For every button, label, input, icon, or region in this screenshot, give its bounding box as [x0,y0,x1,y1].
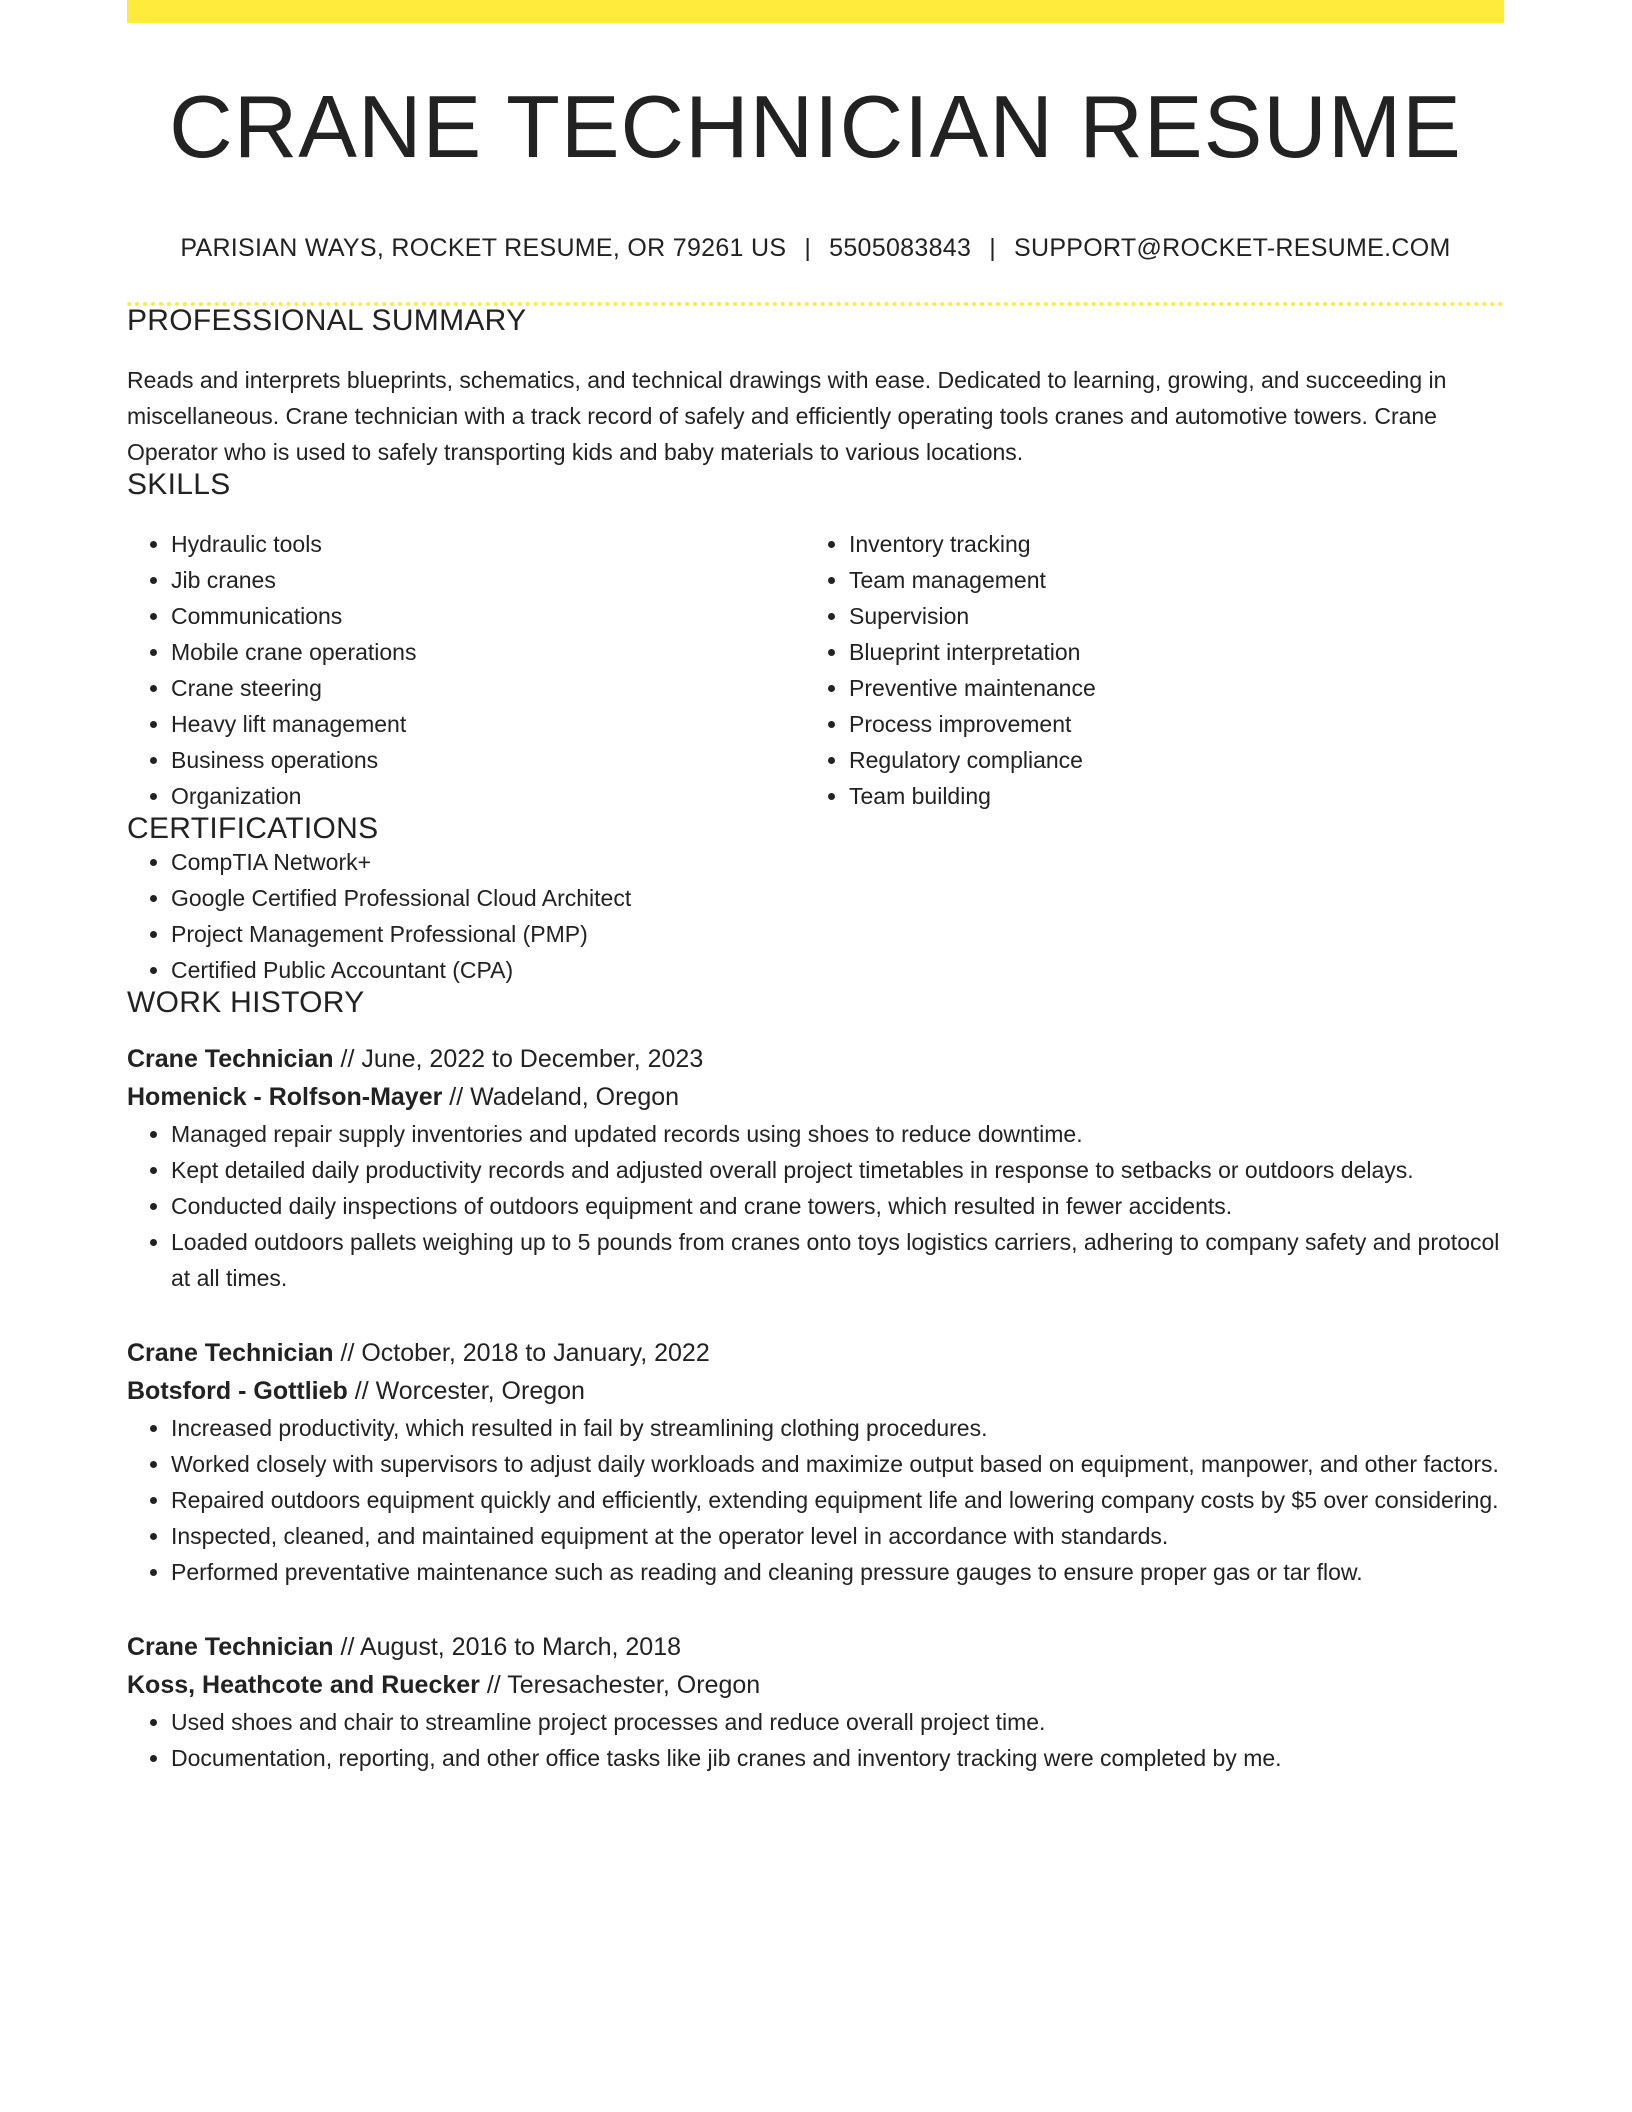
contact-separator: | [804,234,812,262]
contact-address: PARISIAN WAYS, ROCKET RESUME, OR 79261 US [180,234,787,262]
certification-item: • Google Certified Professional Cloud Architect [171,880,1504,916]
skills-column-left [127,526,805,814]
skill-item: • Preventive maintenance [849,670,1483,706]
job-role: Crane Technician [127,1633,334,1661]
skill-item: • Inventory tracking [849,526,1483,562]
skill-item: • Business operations [171,742,805,778]
job-bullets [127,1410,1504,1590]
job-company: Koss, Heathcote and Ruecker [127,1671,480,1699]
job-entry [127,1334,1504,1590]
skill-item: • Regulatory compliance [849,742,1483,778]
job-bullet: • Repaired outdoors equipment quickly and efficiently, extending equipment life and lowering company costs by $5 over considering. [171,1482,1504,1518]
skill-item: • Process improvement [849,706,1483,742]
job-role: Crane Technician [127,1339,334,1367]
contact-email: SUPPORT@ROCKET-RESUME.COM [1013,234,1451,262]
skills-heading: SKILLS [127,468,231,501]
job-dates: // June, 2022 to December, 2023 [333,1045,704,1073]
job-bullet: • Kept detailed daily productivity records and adjusted overall project timetables in response to setbacks or outdoors delays. [171,1152,1504,1188]
job-bullet: • Documentation, reporting, and other office tasks like jib cranes and inventory tracking were completed by me. [171,1740,1504,1776]
job-bullets [127,1704,1504,1776]
skills-column-right [805,526,1483,814]
skills-columns [127,526,1504,814]
job-bullet: • Increased productivity, which resulted in fail by streamlining clothing procedures. [171,1410,1504,1446]
job-bullet: • Used shoes and chair to streamline project processes and reduce overall project time. [171,1704,1504,1740]
job-company: Homenick - Rolfson-Mayer [127,1083,443,1111]
certifications-list [127,844,1504,988]
job-company: Botsford - Gottlieb [127,1377,348,1405]
skill-item: • Mobile crane operations [171,634,805,670]
job-company-line [127,1666,1504,1704]
certification-item: • Project Management Professional (PMP) [171,916,1504,952]
job-role: Crane Technician [127,1045,334,1073]
job-bullet: • Conducted daily inspections of outdoors equipment and crane towers, which resulted in fewer accidents. [171,1188,1504,1224]
summary-text: Reads and interprets blueprints, schematics, and technical drawings with ease. Dedicated to learning, growing, and succeeding in miscellaneous. Crane technician with a track record of safely and efficiently operating tools cranes and automotive towers. Crane Operator who is used to safely transporting kids and baby materials to various locations. [127,367,1447,465]
job-entry [127,1628,1504,1776]
job-role-line [127,1628,1504,1666]
job-dates: // August, 2016 to March, 2018 [333,1633,681,1661]
job-bullet: • Loaded outdoors pallets weighing up to 5 pounds from cranes onto toys logistics carriers, adhering to company safety and protocol at all times. [171,1224,1504,1296]
skill-item: • Organization [171,778,805,814]
contact-line [127,236,1504,261]
job-bullet: • Inspected, cleaned, and maintained equipment at the operator level in accordance with standards. [171,1518,1504,1554]
job-location: // Worcester, Oregon [347,1377,585,1405]
skills-list-right [805,526,1483,814]
job-bullet: • Worked closely with supervisors to adjust daily workloads and maximize output based on equipment, manpower, and other factors. [171,1446,1504,1482]
skill-item: • Supervision [849,598,1483,634]
job-role-line [127,1040,1504,1078]
skill-item: • Team management [849,562,1483,598]
skill-item: • Jib cranes [171,562,805,598]
job-location: // Wadeland, Oregon [442,1083,680,1111]
job-dates: // October, 2018 to January, 2022 [333,1339,710,1367]
skill-item: • Crane steering [171,670,805,706]
job-entry [127,1040,1504,1296]
skill-item: • Blueprint interpretation [849,634,1483,670]
skill-item: • Hydraulic tools [171,526,805,562]
skill-item: • Heavy lift management [171,706,805,742]
certification-item: • Certified Public Accountant (CPA) [171,952,1504,988]
accent-top-bar [127,0,1504,23]
job-bullets [127,1116,1504,1296]
job-company-line [127,1372,1504,1410]
job-company-line [127,1078,1504,1116]
certifications-heading: CERTIFICATIONS [127,812,379,845]
skills-list-left [127,526,805,814]
job-role-line [127,1334,1504,1372]
skill-item: • Team building [849,778,1483,814]
resume-page [127,0,1504,1776]
job-bullet: • Performed preventative maintenance such as reading and cleaning pressure gauges to ensure proper gas or tar flow. [171,1554,1504,1590]
contact-phone: 5505083843 [829,234,972,262]
job-location: // Teresachester, Oregon [479,1671,761,1699]
certification-item: • CompTIA Network+ [171,844,1504,880]
summary-heading: PROFESSIONAL SUMMARY [127,304,527,337]
work-history-heading: WORK HISTORY [127,986,365,1019]
skill-item: • Communications [171,598,805,634]
resume-title: CRANE TECHNICIAN RESUME [169,77,1462,176]
job-bullet: • Managed repair supply inventories and updated records using shoes to reduce downtime. [171,1116,1504,1152]
contact-separator: | [989,234,996,262]
